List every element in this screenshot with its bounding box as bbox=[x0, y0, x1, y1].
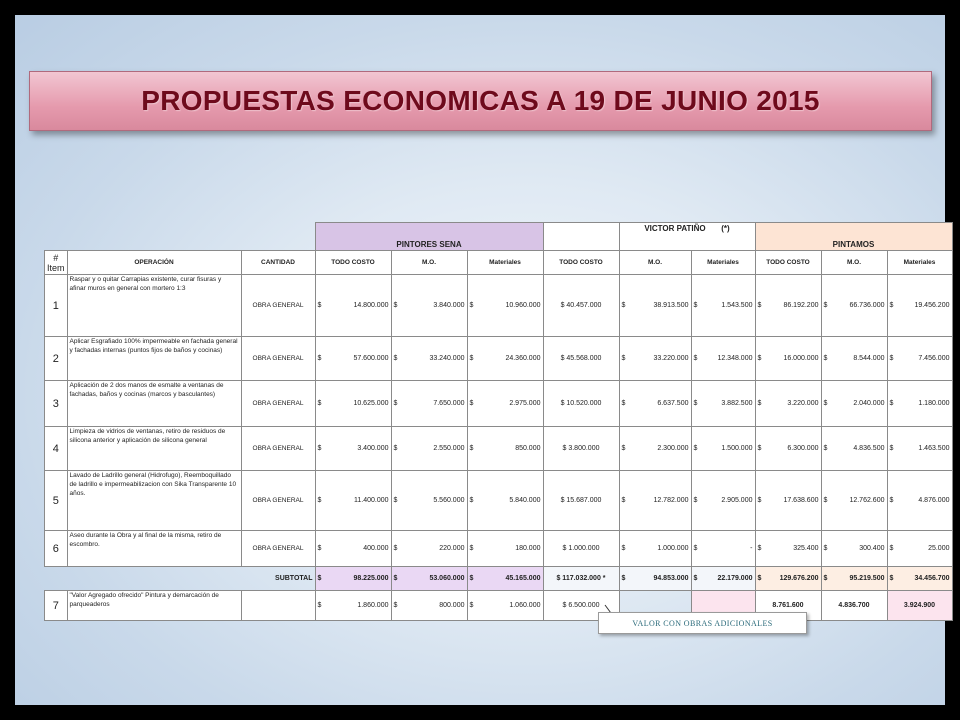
col-sena-todo-costo: TODO COSTO bbox=[315, 251, 391, 275]
row-pintamos-materiales: $ 7.456.000 bbox=[887, 337, 952, 381]
victor-note: (*) bbox=[721, 224, 730, 233]
page-title: PROPUESTAS ECONOMICAS A 19 DE JUNIO 2015 bbox=[141, 85, 820, 116]
row-7-victor-tc: $ 6.500.000 bbox=[543, 591, 619, 621]
col-victor-materiales: Materiales bbox=[691, 251, 755, 275]
row-pintamos-materiales: $ 1.463.500 bbox=[887, 427, 952, 471]
row-victor-todo-costo: $ 15.687.000 bbox=[543, 471, 619, 531]
row-sena-todo-costo: $ 400.000 bbox=[315, 531, 391, 567]
group-pintores-sena: PINTORES SENA bbox=[315, 223, 543, 251]
row-operation: Aplicar Esgrafiado 100% impermeable en fachada general y fachadas internas (puntos fijos de baños y cocinas) bbox=[67, 337, 241, 381]
subtotal-victor-mat: $ 22.179.000 bbox=[691, 567, 755, 591]
row-7-number: 7 bbox=[45, 591, 68, 621]
row-sena-materiales: $ 5.840.000 bbox=[467, 471, 543, 531]
row-sena-todo-costo: $ 14.800.000 bbox=[315, 275, 391, 337]
row-sena-mo: $ 5.560.000 bbox=[391, 471, 467, 531]
row-victor-mo: $ 2.300.000 bbox=[619, 427, 691, 471]
col-pintamos-mo: M.O. bbox=[821, 251, 887, 275]
additional-works-note bbox=[598, 612, 807, 634]
row-pintamos-mo: $ 66.736.000 bbox=[821, 275, 887, 337]
row-7-sena-tc: $ 1.860.000 bbox=[315, 591, 391, 621]
row-sena-todo-costo: $ 3.400.000 bbox=[315, 427, 391, 471]
col-item: # Item bbox=[45, 251, 68, 275]
group-pintamos: PINTAMOS bbox=[755, 223, 952, 251]
row-pintamos-todo-costo: $ 16.000.000 bbox=[755, 337, 821, 381]
row-quantity: OBRA GENERAL bbox=[241, 337, 315, 381]
row-pintamos-materiales: $ 1.180.000 bbox=[887, 381, 952, 427]
row-sena-materiales: $ 2.975.000 bbox=[467, 381, 543, 427]
row-victor-materiales: $ 1.543.500 bbox=[691, 275, 755, 337]
subtotal-pintamos-tc: $ 129.676.200 bbox=[755, 567, 821, 591]
row-pintamos-mo: $ 4.836.500 bbox=[821, 427, 887, 471]
row-victor-todo-costo: $ 1.000.000 bbox=[543, 531, 619, 567]
row-pintamos-todo-costo: $ 6.300.000 bbox=[755, 427, 821, 471]
row-sena-mo: $ 2.550.000 bbox=[391, 427, 467, 471]
row-sena-todo-costo: $ 57.600.000 bbox=[315, 337, 391, 381]
row-sena-todo-costo: $ 10.625.000 bbox=[315, 381, 391, 427]
row-operation: Aseo durante la Obra y al final de la misma, retiro de escombro. bbox=[67, 531, 241, 567]
row-pintamos-mo: $ 8.544.000 bbox=[821, 337, 887, 381]
victor-name: VICTOR PATIÑO bbox=[644, 224, 706, 233]
row-7-pintamos-mat: 3.924.900 bbox=[887, 591, 952, 621]
row-victor-materiales: $ 1.500.000 bbox=[691, 427, 755, 471]
row-victor-materiales: $ 3.882.500 bbox=[691, 381, 755, 427]
row-pintamos-todo-costo: $ 3.220.000 bbox=[755, 381, 821, 427]
subtotal-label: SUBTOTAL bbox=[67, 567, 315, 591]
row-pintamos-materiales: $ 19.456.200 bbox=[887, 275, 952, 337]
subtotal-sena-mo: $ 53.060.000 bbox=[391, 567, 467, 591]
row-sena-materiales: $ 24.360.000 bbox=[467, 337, 543, 381]
row-victor-mo: $ 33.220.000 bbox=[619, 337, 691, 381]
subtotal-pintamos-mo: $ 95.219.500 bbox=[821, 567, 887, 591]
subtotal-victor-mo: $ 94.853.000 bbox=[619, 567, 691, 591]
row-victor-mo: $ 12.782.000 bbox=[619, 471, 691, 531]
row-number: 6 bbox=[45, 531, 68, 567]
row-operation: Aplicación de 2 dos manos de esmalte a ventanas de fachadas, baños y cocinas (marcos y basculantes) bbox=[67, 381, 241, 427]
row-quantity: OBRA GENERAL bbox=[241, 531, 315, 567]
row-victor-materiales: $ 2.905.000 bbox=[691, 471, 755, 531]
row-pintamos-materiales: $ 4.876.000 bbox=[887, 471, 952, 531]
row-7-pintamos-tc: 8.761.600 bbox=[755, 591, 821, 621]
col-sena-mo: M.O. bbox=[391, 251, 467, 275]
row-quantity: OBRA GENERAL bbox=[241, 427, 315, 471]
row-pintamos-materiales: $ 25.000 bbox=[887, 531, 952, 567]
row-victor-mo: $ 1.000.000 bbox=[619, 531, 691, 567]
row-victor-mo: $ 38.913.500 bbox=[619, 275, 691, 337]
row-number: 4 bbox=[45, 427, 68, 471]
row-7-operation: "Valor Agregado ofrecido" Pintura y demarcación de parqueaderos bbox=[67, 591, 241, 621]
subtotal-pintamos-mat: $ 34.456.700 bbox=[887, 567, 952, 591]
row-pintamos-mo: $ 12.762.600 bbox=[821, 471, 887, 531]
row-victor-todo-costo: $ 10.520.000 bbox=[543, 381, 619, 427]
subtotal-sena-mat: $ 45.165.000 bbox=[467, 567, 543, 591]
row-7-pintamos-mo: 4.836.700 bbox=[821, 591, 887, 621]
col-sena-materiales: Materiales bbox=[467, 251, 543, 275]
row-victor-materiales: $ - bbox=[691, 531, 755, 567]
row-number: 5 bbox=[45, 471, 68, 531]
row-sena-mo: $ 3.840.000 bbox=[391, 275, 467, 337]
row-sena-todo-costo: $ 11.400.000 bbox=[315, 471, 391, 531]
col-pintamos-materiales: Materiales bbox=[887, 251, 952, 275]
row-7-sena-mat: $ 1.060.000 bbox=[467, 591, 543, 621]
row-sena-materiales: $ 10.960.000 bbox=[467, 275, 543, 337]
row-operation: Lavado de Ladrillo general (Hidrofugo), Reemboquillado de ladrillo e impermeabilizacion con Sika Transparente 10 años. bbox=[67, 471, 241, 531]
row-victor-materiales: $ 12.348.000 bbox=[691, 337, 755, 381]
row-pintamos-mo: $ 2.040.000 bbox=[821, 381, 887, 427]
row-quantity: OBRA GENERAL bbox=[241, 381, 315, 427]
row-quantity: OBRA GENERAL bbox=[241, 275, 315, 337]
row-victor-todo-costo: $ 3.800.000 bbox=[543, 427, 619, 471]
row-pintamos-todo-costo: $ 17.638.600 bbox=[755, 471, 821, 531]
col-victor-mo: M.O. bbox=[619, 251, 691, 275]
row-pintamos-todo-costo: $ 325.400 bbox=[755, 531, 821, 567]
row-sena-mo: $ 7.650.000 bbox=[391, 381, 467, 427]
col-cantidad: CANTIDAD bbox=[241, 251, 315, 275]
row-operation: Limpieza de vidrios de ventanas, retiro de residuos de silicona anterior y aplicación de silicona general bbox=[67, 427, 241, 471]
subtotal-victor-tc: $ 117.032.000 * bbox=[543, 567, 619, 591]
col-operacion: OPERACIÓN bbox=[67, 251, 241, 275]
row-7-sena-mo: $ 800.000 bbox=[391, 591, 467, 621]
row-quantity: OBRA GENERAL bbox=[241, 471, 315, 531]
row-victor-mo: $ 6.637.500 bbox=[619, 381, 691, 427]
row-number: 2 bbox=[45, 337, 68, 381]
note-text: VALOR CON OBRAS ADICIONALES bbox=[632, 618, 773, 628]
row-operation: Raspar y o quitar Carrapias existente, curar fisuras y afinar muros en general con mortero 1:3 bbox=[67, 275, 241, 337]
col-pintamos-todo-costo: TODO COSTO bbox=[755, 251, 821, 275]
row-sena-mo: $ 33.240.000 bbox=[391, 337, 467, 381]
row-sena-materiales: $ 850.000 bbox=[467, 427, 543, 471]
row-number: 1 bbox=[45, 275, 68, 337]
row-victor-todo-costo: $ 45.568.000 bbox=[543, 337, 619, 381]
row-pintamos-todo-costo: $ 86.192.200 bbox=[755, 275, 821, 337]
subtotal-sena-tc: $ 98.225.000 bbox=[315, 567, 391, 591]
row-victor-todo-costo: $ 40.457.000 bbox=[543, 275, 619, 337]
col-victor-todo-costo: TODO COSTO bbox=[543, 251, 619, 275]
row-sena-materiales: $ 180.000 bbox=[467, 531, 543, 567]
row-pintamos-mo: $ 300.400 bbox=[821, 531, 887, 567]
row-sena-mo: $ 220.000 bbox=[391, 531, 467, 567]
row-number: 3 bbox=[45, 381, 68, 427]
